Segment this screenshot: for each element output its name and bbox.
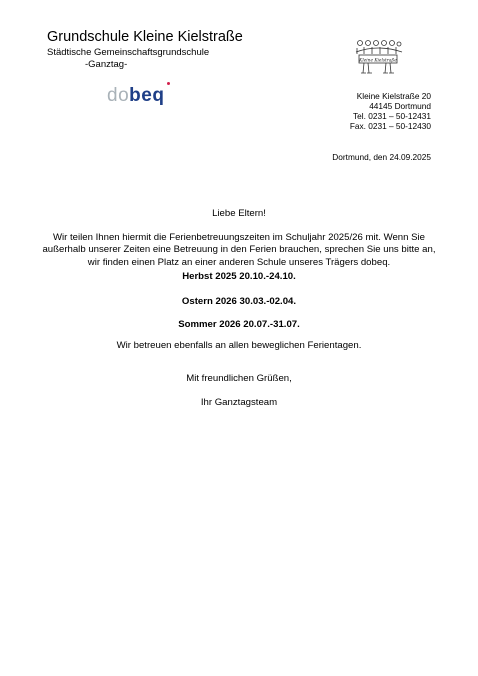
period-autumn: Herbst 2025 20.10.-24.10. (182, 271, 296, 282)
school-name: Grundschule Kleine Kielstraße (47, 29, 243, 45)
school-ganztag: -Ganztag- (85, 59, 128, 70)
school-type: Städtische Gemeinschaftsgrundschule (47, 47, 210, 58)
period-summer: Sommer 2026 20.07.-31.07. (178, 319, 300, 330)
address-fax: Fax. 0231 – 50-12430 (349, 121, 431, 131)
dobeq-logo-part2: beq (129, 85, 165, 106)
school-logo-text: Kleine Kielstraße (359, 58, 397, 64)
address-city: 44145 Dortmund (369, 101, 431, 111)
letter-signature: Ihr Ganztagsteam (200, 397, 278, 408)
dobeq-logo (107, 85, 164, 107)
school-subtitle (47, 47, 209, 71)
address-street: Kleine Kielstraße 20 (356, 91, 431, 101)
address-tel: Tel. 0231 – 50-12431 (353, 111, 431, 121)
letter-closing: Mit freundlichen Grüßen, (186, 373, 292, 384)
dobeq-logo-dot-icon (167, 82, 170, 85)
dobeq-logo-part1: do (107, 85, 130, 106)
letter-date: Dortmund, den 24.09.2025 (332, 152, 431, 162)
address-block (350, 91, 431, 131)
holiday-note: Wir betreuen ebenfalls an allen beweglichen Ferientagen. (116, 340, 362, 351)
school-logo-icon (352, 38, 404, 76)
letter-greeting: Liebe Eltern! (212, 208, 266, 219)
letter-intro: Wir teilen Ihnen hiermit die Ferienbetreuungszeiten im Schuljahr 2025/26 mit. Wenn Sie außerhalb unserer Zeiten eine Betreuung in den Ferien brauchen, sprechen Sie uns bitte an, wir finden einen Platz an einer anderen Schule unseres Trägers dobeq. (42, 232, 436, 268)
period-easter: Ostern 2026 30.03.-02.04. (181, 296, 297, 307)
